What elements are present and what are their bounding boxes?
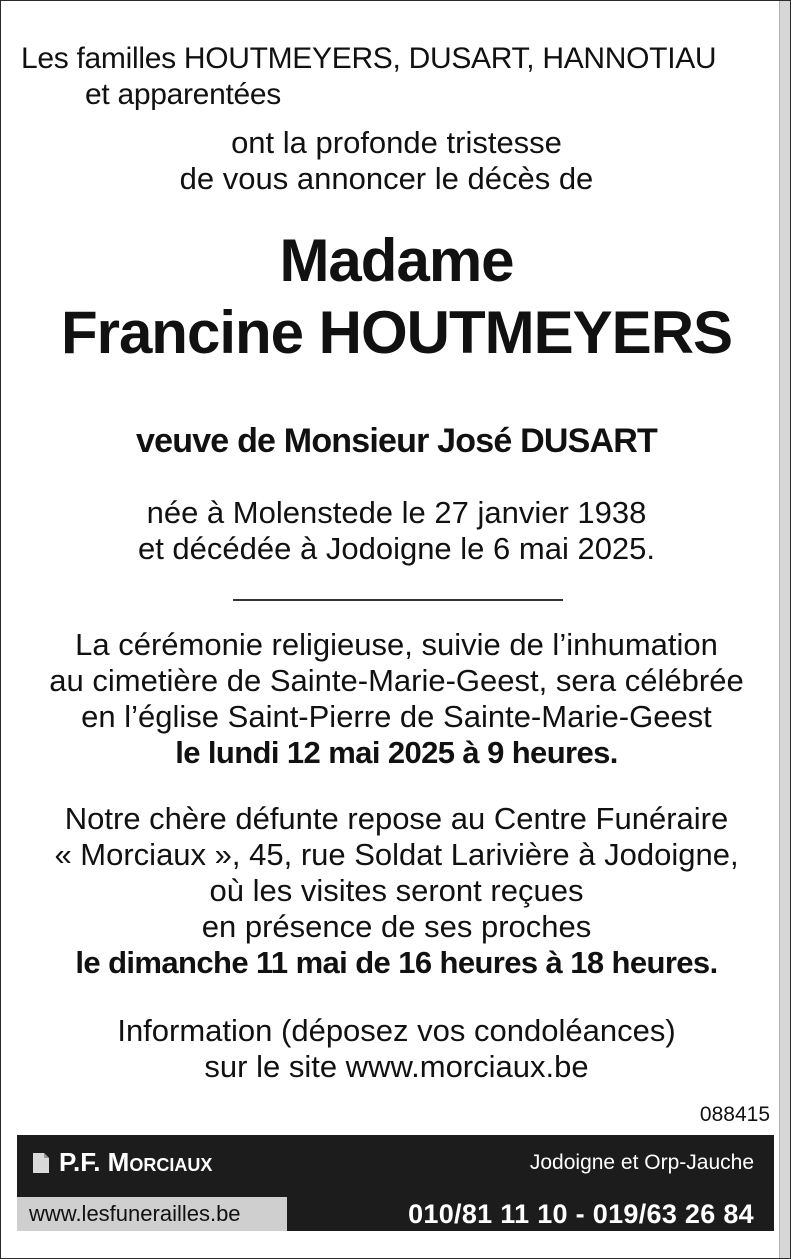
families-line: et apparentées <box>85 78 281 111</box>
website-link[interactable]: www.lesfunerailles.be <box>17 1197 287 1231</box>
info-line: Information (déposez vos condoléances) <box>117 1013 676 1048</box>
intro-line: de vous annoncer le décès de <box>179 161 594 196</box>
funeral-home-location: Jodoigne et Orp-Jauche <box>529 1151 754 1174</box>
ceremony-line: La cérémonie religieuse, suivie de l’inhumation <box>75 627 718 662</box>
reference-number: 088415 <box>699 1103 770 1126</box>
ceremony-date: le lundi 12 mai 2025 à 9 heures. <box>175 735 618 770</box>
intro-line: ont la profonde tristesse <box>231 125 562 160</box>
deceased-name: Francine HOUTMEYERS <box>60 299 733 366</box>
brand-name: P.F. Morciaux <box>59 1147 213 1177</box>
info-block <box>1 1013 791 1085</box>
widow-of: veuve de Monsieur José DUSART <box>136 422 657 460</box>
death-line: et décédée à Jodoigne le 6 mai 2025. <box>137 531 656 566</box>
intro-block <box>1 125 791 197</box>
birth-line: née à Molenstede le 27 janvier 1938 <box>146 495 647 530</box>
repose-line: où les visites seront reçues <box>209 873 584 908</box>
document-icon <box>31 1151 51 1175</box>
repose-block <box>1 801 791 981</box>
deceased-title: Madame <box>279 227 514 294</box>
dates-block <box>1 495 791 567</box>
info-line: sur le site www.morciaux.be <box>204 1049 589 1084</box>
phone-numbers: 010/81 11 10 - 019/63 26 84 <box>408 1199 754 1229</box>
ceremony-block <box>1 627 791 771</box>
visit-date: le dimanche 11 mai de 16 heures à 18 heures. <box>75 945 718 980</box>
funeral-home-brand <box>31 1147 212 1178</box>
families-line: Les familles HOUTMEYERS, DUSART, HANNOTIAU <box>21 42 717 75</box>
families-block <box>21 41 716 113</box>
ceremony-line: en l’église Saint-Pierre de Sainte-Marie-Geest <box>81 699 712 734</box>
repose-line: en présence de ses proches <box>201 909 592 944</box>
deceased-name-block <box>1 225 791 369</box>
funeral-home-footer <box>17 1135 774 1231</box>
separator-line <box>233 599 563 601</box>
ceremony-line: au cimetière de Sainte-Marie-Geest, sera célébrée <box>49 663 744 698</box>
repose-line: Notre chère défunte repose au Centre Funéraire <box>64 801 729 836</box>
repose-line: « Morciaux », 45, rue Soldat Larivière à Jodoigne, <box>54 837 739 872</box>
